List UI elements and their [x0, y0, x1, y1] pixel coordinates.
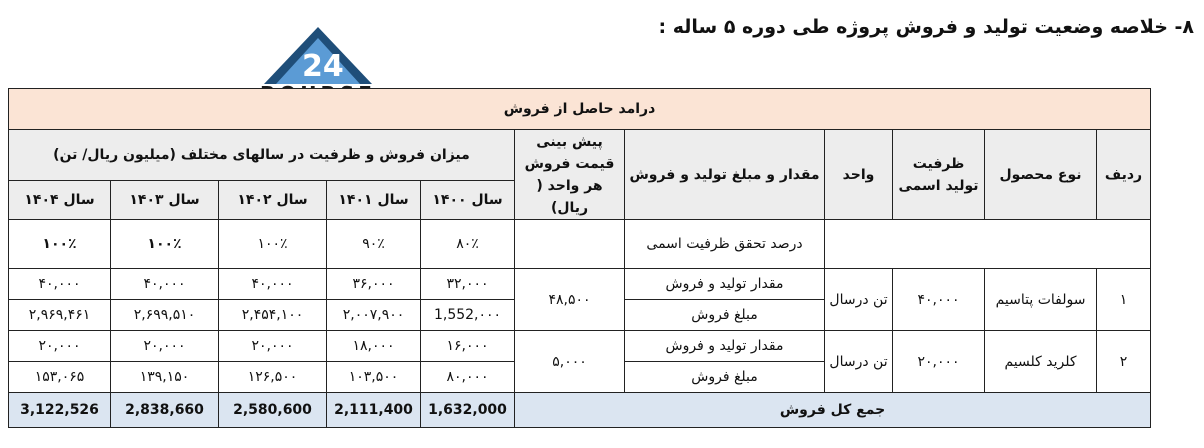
quantity-1403: ۲۰,۰۰۰ [111, 331, 219, 362]
amount-1401: ۱۰۳,۵۰۰ [327, 362, 421, 393]
logo-emblem-number: 24 [302, 49, 344, 84]
product-price: ۴۸,۵۰۰ [515, 269, 625, 331]
amount-1402: ۲,۴۵۴,۱۰۰ [219, 300, 327, 331]
table-row [9, 331, 1151, 362]
product-price: ۵,۰۰۰ [515, 331, 625, 393]
product-capacity: ۲۰,۰۰۰ [893, 331, 985, 393]
header-year-1402: سال ۱۴۰۲ [219, 181, 327, 220]
quantity-1402: ۴۰,۰۰۰ [219, 269, 327, 300]
sales-revenue-table [8, 88, 1151, 428]
header-year-1401: سال ۱۴۰۱ [327, 181, 421, 220]
product-row-number: ۲ [1097, 331, 1151, 393]
header-row-number: ردیف [1097, 130, 1151, 220]
capacity-realization-row [9, 220, 1151, 269]
header-quantity-amount: مقدار و مبلغ تولید و فروش [625, 130, 825, 220]
product-row-number: ۱ [1097, 269, 1151, 331]
capacity-realization-label: درصد تحقق ظرفیت اسمی [625, 220, 825, 269]
total-1400: 1,632,000 [421, 393, 515, 428]
header-price-forecast: پیش بینی قیمت فروش هر واحد ( ریال) [515, 130, 625, 220]
product-name: سولفات پتاسیم [985, 269, 1097, 331]
header-nominal-capacity: ظرفیت تولید اسمی [893, 130, 985, 220]
quantity-label: مقدار تولید و فروش [625, 269, 825, 300]
table-row [9, 269, 1151, 300]
amount-1403: ۱۳۹,۱۵۰ [111, 362, 219, 393]
amount-label: مبلغ فروش [625, 300, 825, 331]
total-1403: 2,838,660 [111, 393, 219, 428]
capacity-pct-1401: ۹۰٪ [327, 220, 421, 269]
header-sales-by-year-group: میزان فروش و ظرفیت در سالهای مختلف (میلیون ریال/ تن) [9, 130, 515, 181]
amount-1402: ۱۲۶,۵۰۰ [219, 362, 327, 393]
blank-cell [515, 220, 625, 269]
amount-1403: ۲,۶۹۹,۵۱۰ [111, 300, 219, 331]
amount-1404: ۱۵۳,۰۶۵ [9, 362, 111, 393]
amount-1400: 1,552,۰۰۰ [421, 300, 515, 331]
quantity-1400: ۱۶,۰۰۰ [421, 331, 515, 362]
total-1402: 2,580,600 [219, 393, 327, 428]
header-year-1404: سال ۱۴۰۴ [9, 181, 111, 220]
product-name: کلرید کلسیم [985, 331, 1097, 393]
quantity-1402: ۲۰,۰۰۰ [219, 331, 327, 362]
total-label: جمع کل فروش [515, 393, 1151, 428]
table-title: درامد حاصل از فروش [9, 89, 1151, 130]
header-year-1400: سال ۱۴۰۰ [421, 181, 515, 220]
capacity-pct-1400: ۸۰٪ [421, 220, 515, 269]
capacity-pct-1404: ۱۰۰٪ [9, 220, 111, 269]
capacity-pct-1402: ۱۰۰٪ [219, 220, 327, 269]
header-year-1403: سال ۱۴۰۳ [111, 181, 219, 220]
quantity-1401: ۳۶,۰۰۰ [327, 269, 421, 300]
quantity-1404: ۲۰,۰۰۰ [9, 331, 111, 362]
quantity-1401: ۱۸,۰۰۰ [327, 331, 421, 362]
product-capacity: ۴۰,۰۰۰ [893, 269, 985, 331]
total-1401: 2,111,400 [327, 393, 421, 428]
quantity-1404: ۴۰,۰۰۰ [9, 269, 111, 300]
header-product-type: نوع محصول [985, 130, 1097, 220]
product-unit: تن درسال [825, 269, 893, 331]
quantity-1400: ۳۲,۰۰۰ [421, 269, 515, 300]
bourse-emblem-icon [244, 24, 392, 84]
blank-cell [825, 220, 1151, 269]
quantity-1403: ۴۰,۰۰۰ [111, 269, 219, 300]
header-unit: واحد [825, 130, 893, 220]
amount-1404: ۲,۹۶۹,۴۶۱ [9, 300, 111, 331]
amount-1400: ۸۰,۰۰۰ [421, 362, 515, 393]
capacity-pct-1403: ۱۰۰٪ [111, 220, 219, 269]
total-row [9, 393, 1151, 428]
amount-1401: ۲,۰۰۷,۹۰۰ [327, 300, 421, 331]
product-unit: تن درسال [825, 331, 893, 393]
amount-label: مبلغ فروش [625, 362, 825, 393]
quantity-label: مقدار تولید و فروش [625, 331, 825, 362]
section-heading: ۸- خلاصه وضعیت تولید و فروش پروژه طی دوره ۵ ساله : [658, 16, 1194, 38]
total-1404: 3,122,526 [9, 393, 111, 428]
